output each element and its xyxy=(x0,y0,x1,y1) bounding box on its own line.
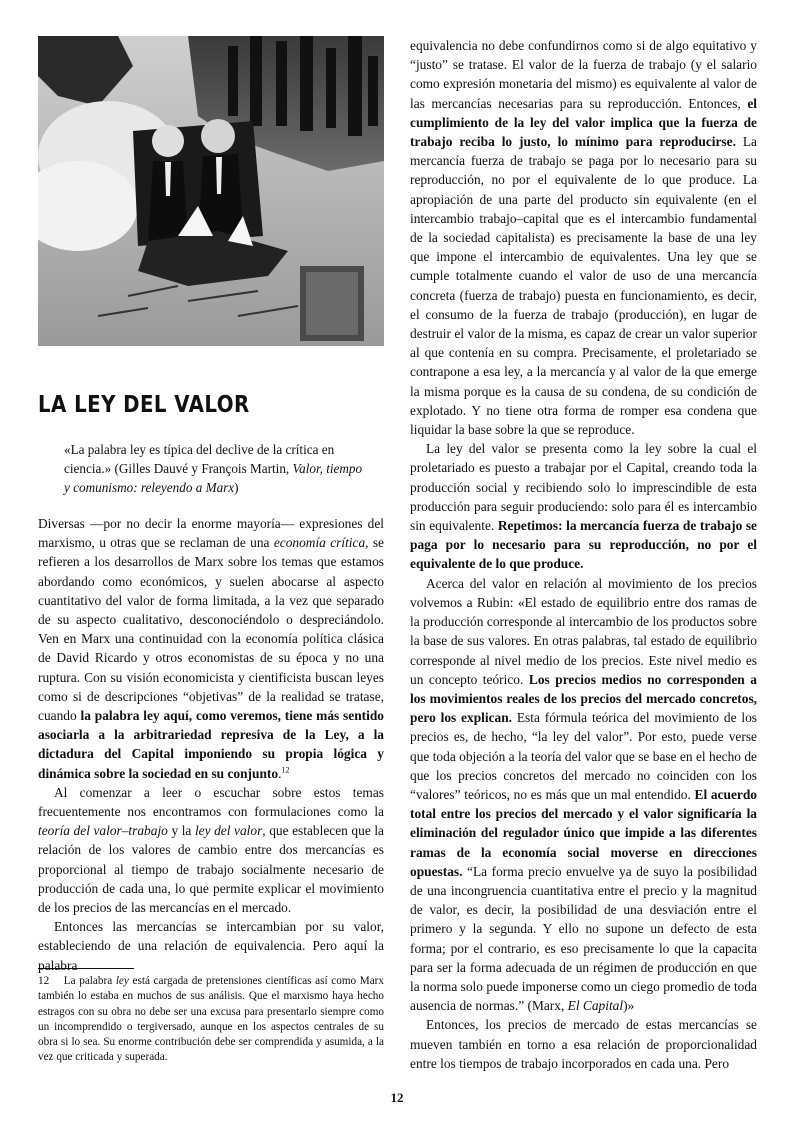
emphasis-run: El Capital xyxy=(567,998,624,1014)
bold-run: el cumplimiento de la ley del valor implica que la fuerza de trabajo reciba lo justo, lo mínimo para reproducirse. xyxy=(410,95,757,150)
text-run: 12 La palabra xyxy=(38,975,116,987)
text-run: y la xyxy=(167,823,195,839)
text-run: Esta fórmula teórica del movimiento de los precios es, de hecho, “la ley del valor”. Por esto, puede verse que toda objeción a la teoría del valor que se base en el hecho de que los precios concretos del mercado no coinciden con los “valores” teóricos, no es más que un mal entendido. xyxy=(410,710,757,802)
right-paragraph-3 xyxy=(410,574,757,1016)
left-column xyxy=(38,514,384,975)
text-run: La ley del valor se presenta como la ley sobre la cual el proletariado es puesto a trabajar por el Capital, creando toda la producción social y recibiendo solo lo imprescindible de esta producción para seguir produciendo: solo para él es intercambio sin equivalente. xyxy=(410,441,757,534)
text-run: . xyxy=(278,765,282,781)
bold-run: Los precios medios no corresponden a los movimientos reales de los precios del mercado concretos, pero los explican. xyxy=(410,671,757,726)
text-run: Acerca del valor en relación al movimiento de los precios volvemos a Rubin: «El estado de equilibrio entre dos ramas de la producción corresponde al intercambio de los productos sobre la base de sus valores. En otras palabras, tal estado de equilibrio corresponde al nivel medio de los precios. Este nivel medio es un concepto teórico. xyxy=(410,575,757,687)
right-paragraph-2 xyxy=(410,439,757,573)
bold-run: Repetimos: la mercancía fuerza de trabajo se paga por lo necesario para su reproducción, no por el equivalente de lo que produce. xyxy=(410,518,758,572)
left-paragraph-2 xyxy=(38,783,384,917)
text-run: , se refieren a los desarrollos de Marx sobre los temas que estamos abordando como económicos, y suelen abocarse al aspecto cuantitativo del valor de forma limitada, a la vez que separado de su aspecto cualitativo, desconociéndolo o despreciándolo. Ven en Marx una continuidad con la economía política clásica de David Ricardo y otros economistas de su época y no una ruptura. Con su visión economicista y cientificista buscan leyes como si de descripciones “objetivas” de la realidad se tratase, cuando xyxy=(38,535,384,724)
text-run: equivalencia no debe confundirnos como si de algo equitativo y “justo” se tratase. El valor de la fuerza de trabajo (y el salario como expresión monetaria del mismo) es equivalente al valor de las mercancías necesarias para su reproducción. Entonces, xyxy=(410,38,757,111)
right-paragraph-1 xyxy=(410,36,757,439)
quote-book-title: Valor, tiempo y comunismo: releyendo a Marx xyxy=(64,461,363,495)
emphasis-run: ley xyxy=(115,975,129,987)
collage-photo xyxy=(38,36,384,346)
footnote xyxy=(38,974,384,1066)
text-run: “La forma precio envuelve ya de suyo la posibilidad de una incongruencia cuantitativa entre el precio y la magnitud de valor, es decir, la posibilidad de una desviación entre el primero y la segunda. Y ello no supone un defecto de esta forma; por el contrario, es eso precisamente lo que la capacita para ser la forma adecuada de un régimen de producción en que la norma solo puede imponerse como un ciego promedio de toda ausencia de normas.” (Marx, xyxy=(410,863,757,1014)
right-column xyxy=(410,36,757,1073)
text-run: La mercancía fuerza de trabajo se paga por lo necesario para su reproducción, no por el equivalente de lo que produce. La apropiación de una parte del producto sin equivalente (en el intercambio trabajo–capital que es el intercambio fundamental de la sociedad capitalista) es precisamente la base de una ley que impone el intercambio de equivalentes. Una ley que se cumple totalmente cuando el valor de uso de una mercancía concreta (fuerza de trabajo) puesta en funcionamiento, es decir, el consumo de la fuerza de trabajo (producción), en lugar de destruir el valor de la misma, es capaz de crear un valor superior al que contenía en su compra. Precisamente, el proletariado se contrapone a esa ley, a la mercancía y al valor de la que emerge la misma porque es la causa de su condena, de su condición de explotado. Y no tiene otra forma de romper esa condena que liquidar la base sobre la que se reproduce. xyxy=(410,134,757,438)
page-number: 12 xyxy=(390,1090,404,1105)
bold-run: la palabra ley aquí, como veremos, tiene más sentido asociarla a la arbitrariedad represiva de la Ley, a la dictadura del Capital imponiendo su propia lógica y dinámica sobre la sociedad en su conjunto xyxy=(38,708,384,781)
text-run: Diversas —por no decir la enorme mayoría— expresiones del marxismo, u otras que se reclaman de una xyxy=(38,516,384,551)
right-paragraph-4: Entonces, los precios de mercado de estas mercancías se mueven también en torno a esa relación de proporcionalidad entre los tiempos de trabajo incorporados en cada una. Pero xyxy=(410,1017,757,1071)
bold-run: El acuerdo total entre los precios del mercado y el valor significaría la eliminación del regulador único que impide a las diferentes ramas de la economía social moverse en direcciones opuestas. xyxy=(410,786,757,879)
emphasis-run: economía crítica xyxy=(273,535,366,551)
text-run: )» xyxy=(623,998,635,1014)
epigraph-quote xyxy=(64,440,368,497)
text-run: , que establecen que la relación de los valores de cambio entre dos mercancías es proporcional al tiempo de trabajo socialmente necesario de producción de cada una, lo que permite explicar el movimiento de los precios de las mercancías en el mercado. xyxy=(38,823,384,916)
text-run: Al comenzar a leer o escuchar sobre estos temas frecuentemente nos encontramos con formulaciones como la xyxy=(38,784,384,820)
emphasis-run: teoría del valor–trabajo xyxy=(38,823,168,839)
emphasis-run: ley del valor xyxy=(194,823,263,839)
footnote-ref[interactable]: 12 xyxy=(281,765,290,775)
quote-close: ) xyxy=(234,480,239,495)
footnote-rule xyxy=(38,968,134,969)
left-paragraph-1 xyxy=(38,514,384,783)
section-heading: LA LEY DEL VALOR xyxy=(38,392,250,418)
left-paragraph-3: Entonces las mercancías se intercambian por su valor, estableciendo de una relación de equivalencia. Pero aquí la palabra xyxy=(38,919,384,973)
quote-text: «La palabra ley es típica del declive de la crítica en ciencia.» (Gilles Dauvé y François Martin, xyxy=(64,442,335,476)
text-run: está cargada de pretensiones científicas así como Marx también lo estaba en muchos de sus análisis. Que el marxismo haya hecho estragos con su obra no debe ser una excusa para presentarlo siempre como un incomprendido o tergiversado, aunque en los aspectos centrales de su obra si lo sea. Su enorme contribución debe ser comprendida y asumida, a la vez que criticada y superada. xyxy=(38,975,384,1064)
